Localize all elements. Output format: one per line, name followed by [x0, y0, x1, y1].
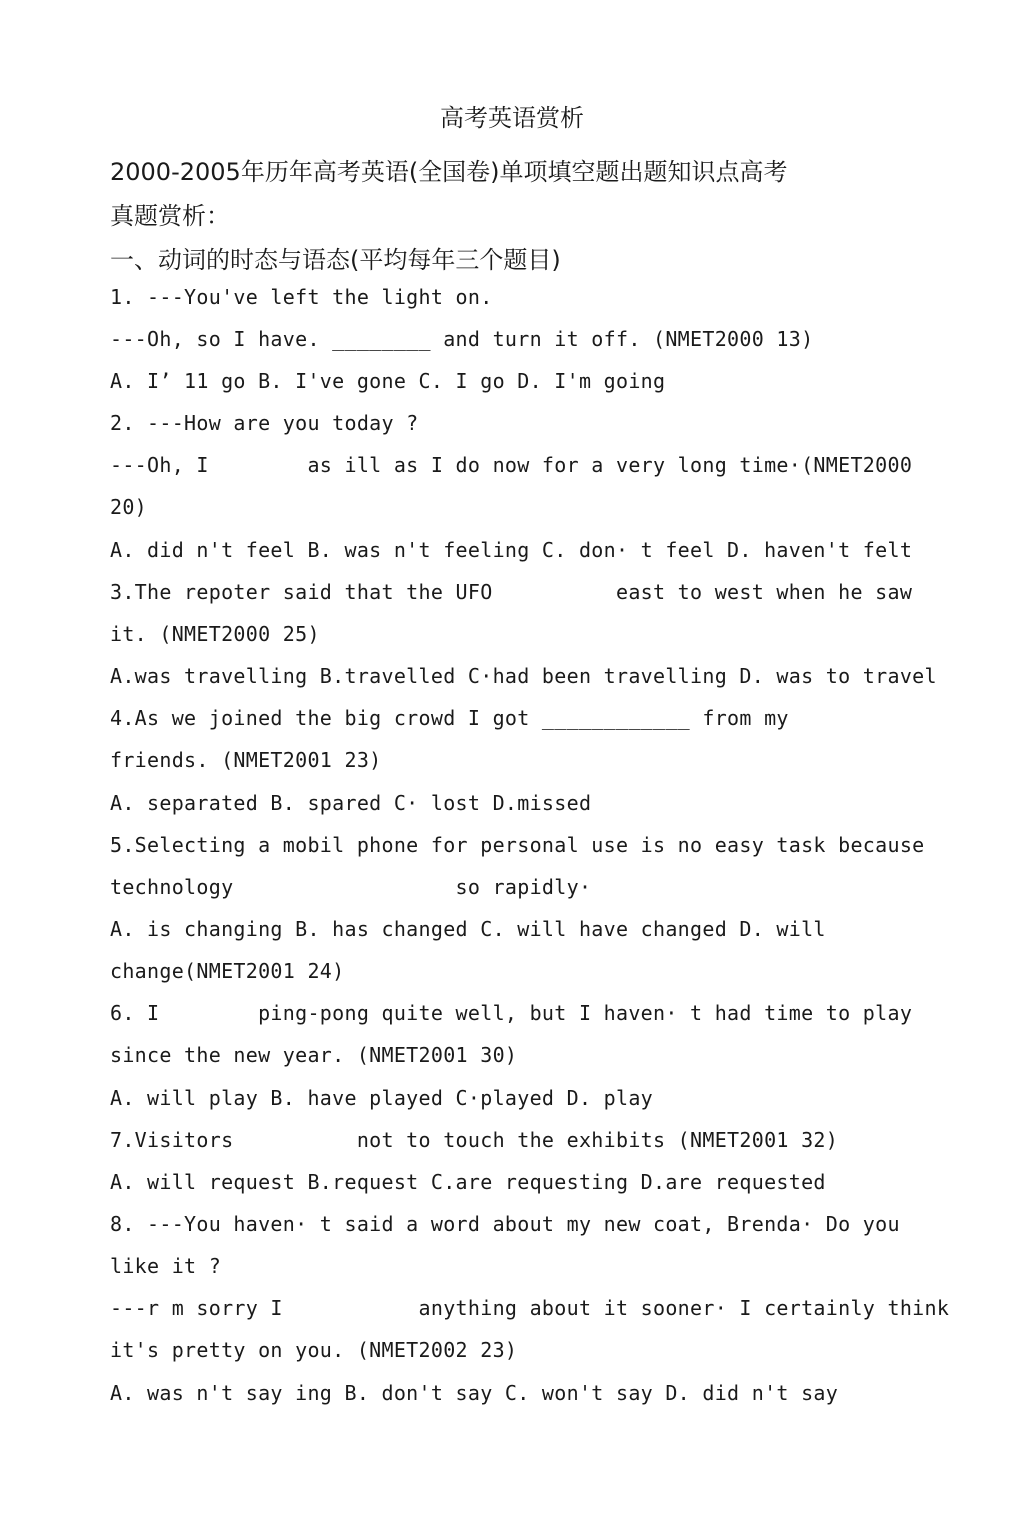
question-line: 8. ---You haven· t said a word about my new coat, Brenda· Do you — [110, 1212, 900, 1236]
question-line: like it ? — [110, 1254, 222, 1278]
question-line: ---r m sorry I anything about it sooner· I certainly think — [110, 1296, 950, 1320]
question-line: 1. ---You've left the light on. — [110, 285, 493, 309]
question-line: since the new year. (NMET2001 30) — [110, 1043, 518, 1067]
question-line: 5.Selecting a mobil phone for personal use is no easy task because — [110, 833, 925, 857]
options-line: change(NMET2001 24) — [110, 959, 345, 983]
intro-line: 2000-2005年历年高考英语(全国卷)单项填空题出题知识点高考 — [110, 158, 788, 186]
options-line: A. I’ 11 go B. I've gone C. I go D. I'm going — [110, 369, 666, 393]
question-line: ---Oh, so I have. ________ and turn it off. (NMET2000 13) — [110, 327, 814, 351]
question-line: it's pretty on you. (NMET2002 23) — [110, 1338, 518, 1362]
question-line: ---Oh, I as ill as I do now for a very long time·(NMET2000 — [110, 453, 913, 477]
question-line: 3.The repoter said that the UFO east to west when he saw — [110, 580, 913, 604]
options-line: A. did n't feel B. was n't feeling C. don· t feel D. haven't felt — [110, 538, 913, 562]
options-line: A.was travelling B.travelled C·had been travelling D. was to travel — [110, 664, 937, 688]
section-heading: 一、动词的时态与语态(平均每年三个题目) — [110, 246, 561, 274]
question-line: 7.Visitors not to touch the exhibits (NMET2001 32) — [110, 1128, 839, 1152]
intro-line: 真题赏析： — [110, 202, 230, 230]
question-line: it. (NMET2000 25) — [110, 622, 320, 646]
question-line: 2. ---How are you today ? — [110, 411, 419, 435]
question-line: 4.As we joined the big crowd I got ____________ from my — [110, 706, 789, 730]
options-line: A. is changing B. has changed C. will have changed D. will — [110, 917, 826, 941]
question-line: 6. I ping-pong quite well, but I haven· t had time to play — [110, 1001, 913, 1025]
options-line: A. separated B. spared C· lost D.missed — [110, 791, 592, 815]
options-line: A. will request B.request C.are requesting D.are requested — [110, 1170, 826, 1194]
question-line: technology so rapidly· — [110, 875, 592, 899]
options-line: A. was n't say ing B. don't say C. won't say D. did n't say — [110, 1381, 839, 1405]
options-line: A. will play B. have played C·played D. play — [110, 1086, 654, 1110]
question-line: friends. (NMET2001 23) — [110, 748, 382, 772]
question-line: 20) — [110, 495, 148, 519]
page-title: 高考英语赏析 — [440, 104, 584, 132]
